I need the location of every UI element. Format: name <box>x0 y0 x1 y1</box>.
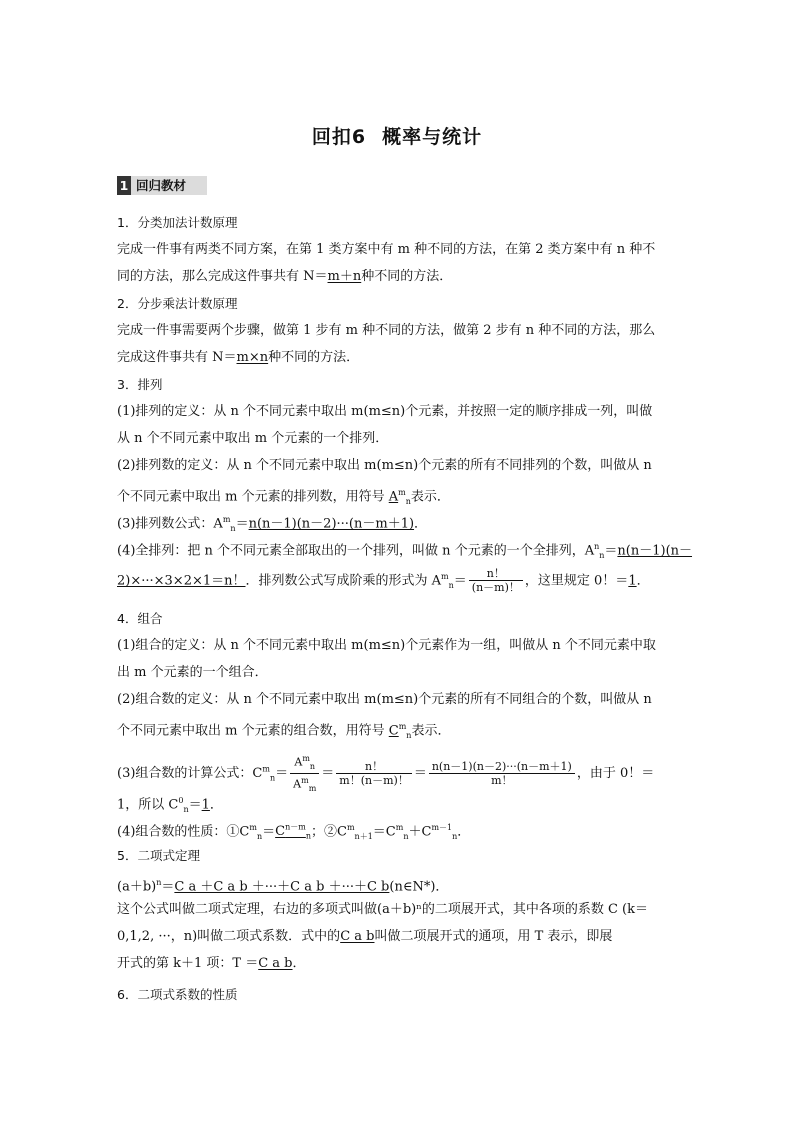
heading-4: 4．组合 <box>117 611 163 626</box>
s4-line7: (4)组合数的性质：$①C^m_n=C^{n-m}_n$；$②C^m_{n+1}=C^m_n+C^{m-1}_n$． <box>117 823 471 841</box>
s4-line1: (1)组合的定义：从 n 个不同元素中取出 m(m≤n)个元素作为一组，叫做从 n 个不同元素中取 <box>117 638 656 653</box>
heading-3: 3．排列 <box>117 377 163 392</box>
s1-line1: 完成一件事有两类不同方案，在第 1 类方案中有 m 种不同的方法，在第 2 类方案中有 n 种不 <box>117 242 656 257</box>
s3-line5: (3)排列数公式：$A^m_n=n(n-1)(n-2)\cdot\cdot\cdot(n-m+1)$． <box>117 515 428 533</box>
comb-fraction-1: $\frac{A^m_n}{A^m_m}$ <box>290 752 319 795</box>
comb-fraction-3: $\frac{n(n-1)(n-2)\cdot\cdot\cdot(n-m+1)}{m!}$ <box>429 760 575 787</box>
s3-line3: (2)排列数的定义：从 n 个不同元素中取出 m(m≤n)个元素的所有不同排列的个数，叫做从 n <box>117 458 652 473</box>
heading-6: 6．二项式系数的性质 <box>117 987 238 1002</box>
s5-line3: 0,1,2, ···，n)叫做二项式系数．式中的C a b叫做二项展开式的通项，用 T 表示，即展 <box>117 929 613 944</box>
title-part1: 回扣6 <box>311 126 367 148</box>
page-title <box>0 122 794 149</box>
s3-line6: (4)全排列：把 n 个不同元素全部取出的一个排列，叫做 n 个元素的一个全排列，$A^n_n=n(n-1)(n-$ <box>117 542 693 560</box>
factorial-fraction: $\frac{n!}{(n-m)!}$ <box>469 567 523 594</box>
heading-2: 2．分步乘法计数原理 <box>117 296 238 311</box>
s1-line2: 同的方法，那么完成这件事共有 N＝m＋n种不同的方法． <box>117 269 453 284</box>
section-label: 回归教材 <box>136 178 187 193</box>
s2-line2: 完成这件事共有 N＝m×n种不同的方法． <box>117 350 360 365</box>
s3-line1: (1)排列的定义：从 n 个不同元素中取出 m(m≤n)个元素，并按照一定的顺序排成一列，叫做 <box>117 404 653 419</box>
heading-5: 5．二项式定理 <box>117 848 200 863</box>
section-header <box>117 176 207 195</box>
s5-line2: 这个公式叫做二项式定理，右边的多项式叫做(a＋b)ⁿ的二项展开式，其中各项的系数 C (k＝ <box>117 902 649 917</box>
s3-line2: 从 n 个不同元素中取出 m 个元素的一个排列． <box>117 431 389 446</box>
s4-line2: 出 m 个元素的一个组合． <box>117 665 268 680</box>
s5-line1: $(a+b)^n=C$ a ＋C a b ＋···＋C a b ＋···＋C b(n∈N*)． <box>117 878 449 895</box>
s4-line6: 1，所以 $C^0_n=1$． <box>117 796 223 814</box>
s4-line5: (3)组合数的计算公式：$C^m_n=$ $\frac{A^m_n}{A^m_m}$ ＝ $\frac{n!}{m!(n-m)!}$ ＝ $\frac{n(n-1)(n-2)\cdot\cdot\cdot(n-m+1)}{m!}$ ，由于 0！＝ <box>117 754 655 793</box>
comb-fraction-2: $\frac{n!}{m!(n-m)!}$ <box>336 760 412 787</box>
s4-line3: (2)组合数的定义：从 n 个不同元素中取出 m(m≤n)个元素的所有不同组合的个数，叫做从 n <box>117 692 652 707</box>
s5-line4: 开式的第 k＋1 项：T ＝C a b． <box>117 956 306 971</box>
heading-1: 1．分类加法计数原理 <box>117 215 238 230</box>
s4-line4: 个不同元素中取出 m 个元素的组合数，用符号 $C^m_n$表示． <box>117 722 451 740</box>
s2-line1: 完成一件事需要两个步骤，做第 1 步有 m 种不同的方法，做第 2 步有 n 种不同的方法，那么 <box>117 323 656 338</box>
s3-line4: 个不同元素中取出 m 个元素的排列数，用符号 $A^m_n$表示． <box>117 488 450 506</box>
title-part2: 概率与统计 <box>382 126 483 148</box>
s3-line7: 2)×···×3×2×1＝n！．排列数公式写成阶乘的形式为 $A^m_n=$ $\frac{n!}{(n-m)!}$ ，这里规定 0！＝1． <box>117 567 650 595</box>
section-number: 1 <box>117 176 131 195</box>
